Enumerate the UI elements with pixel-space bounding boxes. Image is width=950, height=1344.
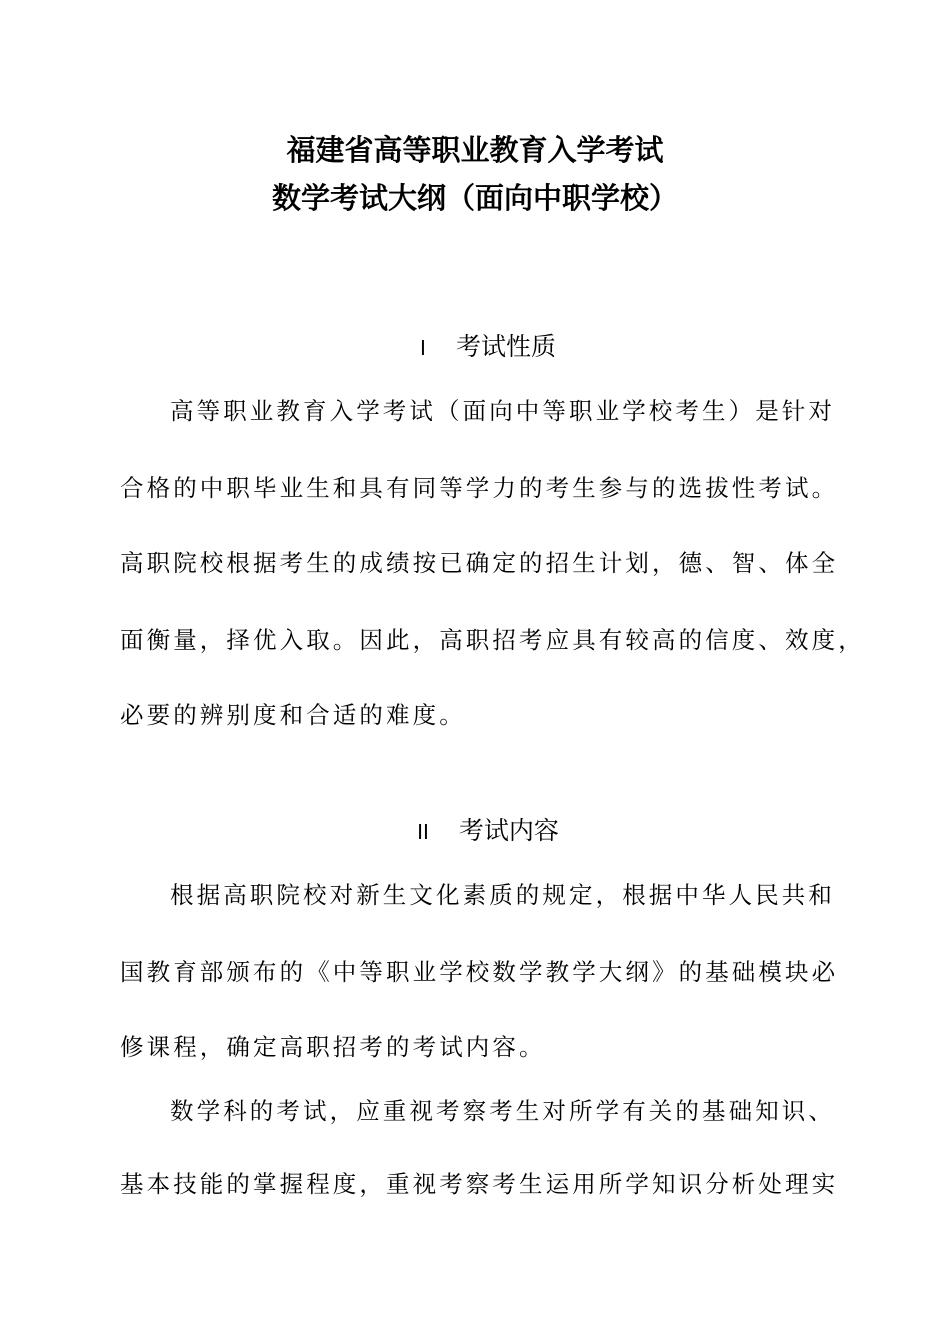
section-2-paragraph-line: 国教育部颁布的《中等职业学校数学教学大纲》的基础模块必 [120, 958, 839, 986]
section-2-paragraph-line: 根据高职院校对新生文化素质的规定，根据中华人民共和 [170, 881, 835, 909]
section-2-title: 考试内容 [458, 816, 559, 845]
section-1-paragraph-line: 合格的中职毕业生和具有同等学力的考生参与的选拔性考试。 [120, 474, 839, 502]
document-title-line-2: 数学考试大纲（面向中职学校） [271, 181, 678, 215]
section-1-paragraph-line: 必要的辨别度和合适的难度。 [120, 701, 466, 729]
section-1-title: 考试性质 [455, 332, 556, 361]
section-1-heading [13, 331, 950, 364]
section-2-heading [13, 815, 950, 848]
section-2-paragraph-line: 基本技能的掌握程度，重视考察考生运用所学知识分析处理实 [120, 1170, 839, 1198]
section-2-paragraph-line: 数学科的考试，应重视考察考生对所学有关的基础知识、 [170, 1097, 835, 1125]
section-1-paragraph-line: 高职院校根据考生的成绩按已确定的招生计划，德、智、体全 [120, 549, 839, 577]
section-2-number: II [417, 820, 429, 844]
document-title-line-1: 福建省高等职业教育入学考试 [286, 133, 664, 167]
section-2-paragraph-line: 修课程，确定高职招考的考试内容。 [120, 1033, 546, 1061]
section-1-paragraph-line: 面衡量，择优入取。因此，高职招考应具有较高的信度、效度， [120, 626, 865, 654]
section-1-number: I [420, 336, 426, 360]
section-1-paragraph-line: 高等职业教育入学考试（面向中等职业学校考生）是针对 [170, 397, 835, 425]
